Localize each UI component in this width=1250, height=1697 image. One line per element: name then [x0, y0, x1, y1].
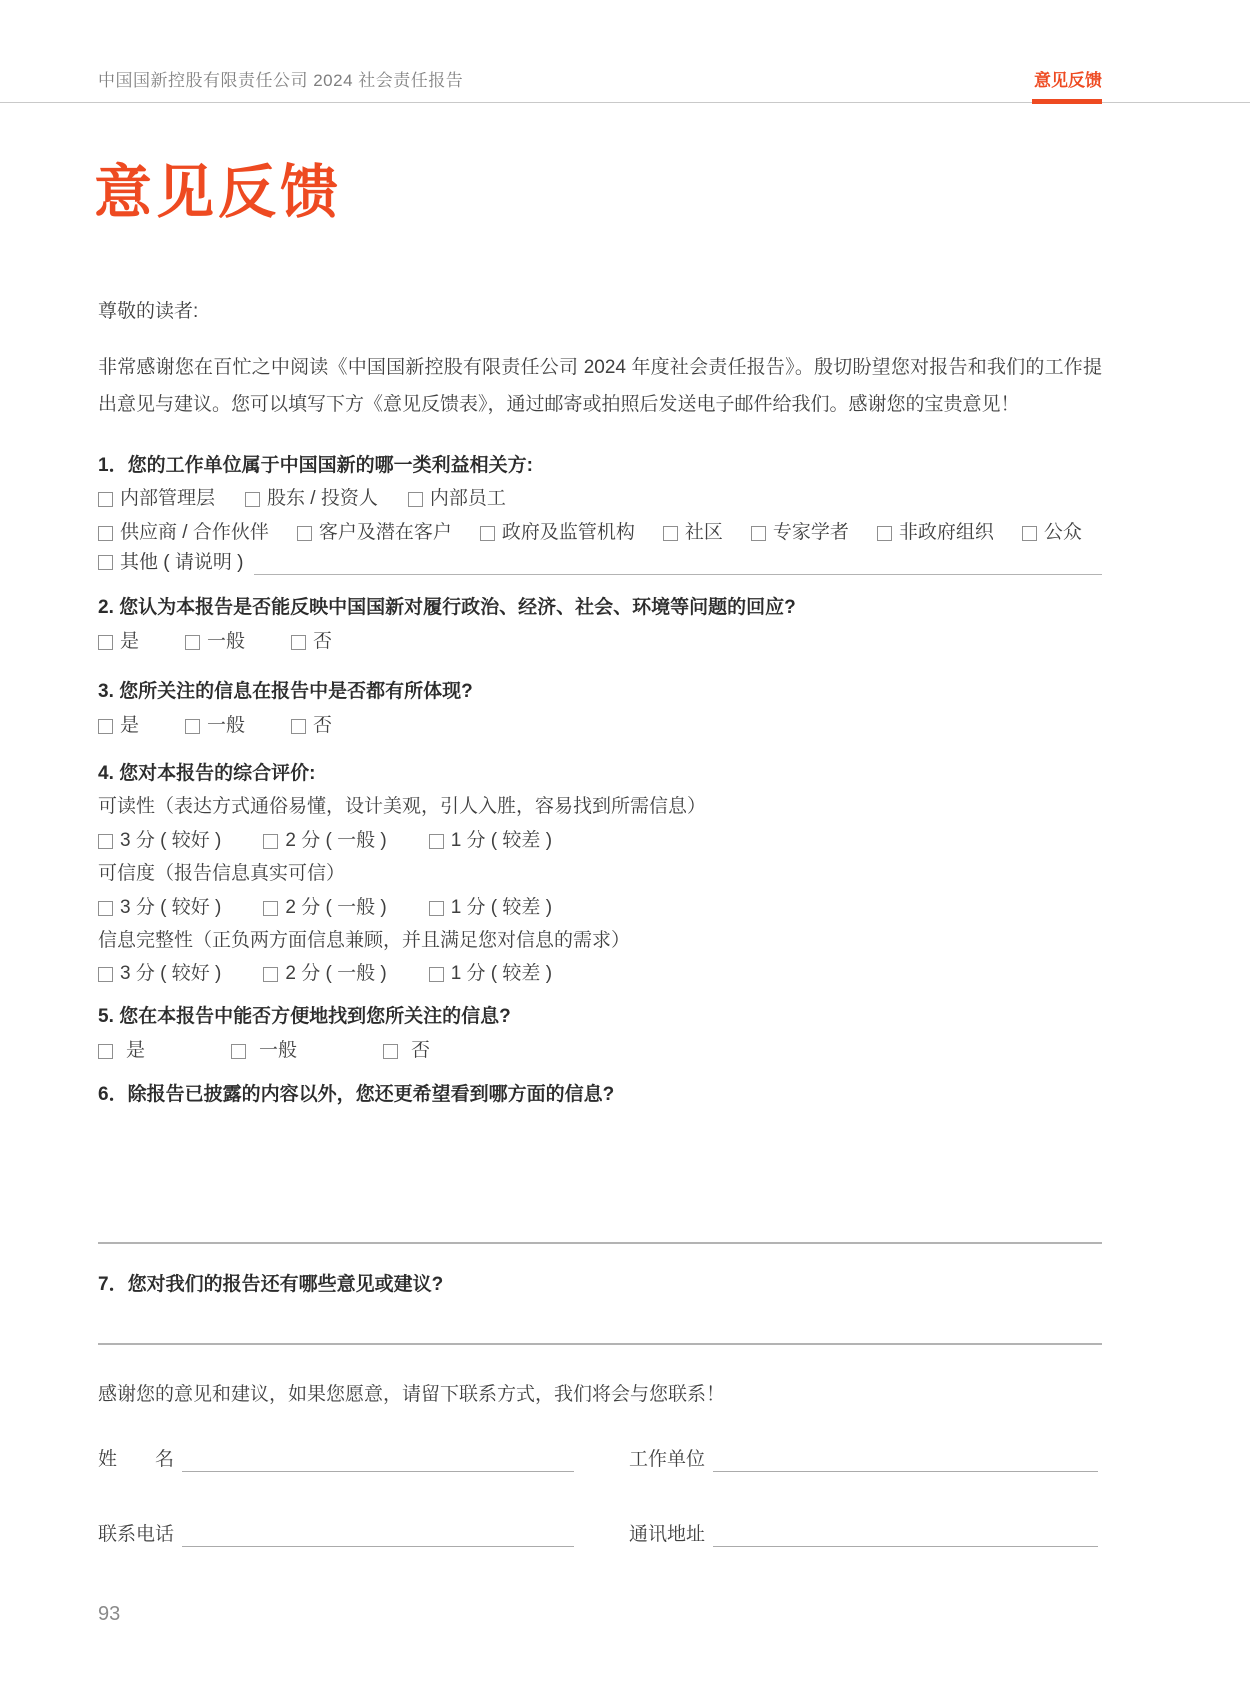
option-label: 政府及监管机构: [501, 522, 635, 543]
question-5-label: 5. 您在本报告中能否方便地找到您所关注的信息?: [98, 1006, 511, 1027]
checkbox-icon[interactable]: [429, 967, 444, 982]
checkbox-option[interactable]: [98, 826, 221, 856]
checkbox-option[interactable]: [291, 627, 332, 657]
checkbox-icon[interactable]: [98, 526, 113, 541]
checkbox-option[interactable]: [98, 484, 215, 514]
question-4-aspect-3: 信息完整性（正负两方面信息兼顾，并且满足您对信息的需求）: [98, 930, 631, 951]
salutation: 尊敬的读者:: [98, 301, 199, 322]
checkbox-option[interactable]: [98, 518, 269, 548]
option-label: 一般: [259, 1040, 298, 1061]
checkbox-icon[interactable]: [480, 526, 495, 541]
checkbox-icon[interactable]: [429, 901, 444, 916]
option-label: 是: [120, 631, 140, 652]
question-4-aspect-3-options: [98, 959, 1102, 989]
option-label: 1 分 ( 较差 ): [450, 830, 553, 851]
checkbox-option[interactable]: [429, 826, 552, 856]
page-title: 意见反馈: [94, 160, 343, 225]
option-label: 供应商 / 合作伙伴: [120, 522, 269, 543]
option-label: 股东 / 投资人: [267, 488, 378, 509]
checkbox-option[interactable]: [263, 826, 386, 856]
checkbox-option[interactable]: [429, 893, 552, 923]
checkbox-icon[interactable]: [98, 901, 113, 916]
phone-input-line[interactable]: [182, 1542, 574, 1547]
question-6-label: 6．除报告已披露的内容以外，您还更希望看到哪方面的信息?: [98, 1084, 615, 1105]
option-label: 内部员工: [429, 488, 506, 509]
question-7-label: 7．您对我们的报告还有哪些意见或建议?: [98, 1274, 444, 1295]
checkbox-option[interactable]: [383, 1036, 430, 1066]
contact-row-2: [98, 1523, 1102, 1547]
checkbox-icon[interactable]: [263, 967, 278, 982]
checkbox-icon[interactable]: [98, 635, 113, 650]
question-2-label: 2. 您认为本报告是否能反映中国国新对履行政治、经济、社会、环境等问题的回应?: [98, 597, 796, 618]
checkbox-icon[interactable]: [98, 555, 113, 570]
option-label: 一般: [207, 631, 246, 652]
checkbox-icon[interactable]: [245, 492, 260, 507]
checkbox-option[interactable]: [185, 627, 245, 657]
phone-label: 联系电话: [98, 1524, 175, 1545]
checkbox-option[interactable]: [98, 627, 139, 657]
checkbox-icon[interactable]: [185, 635, 200, 650]
question-7-answer-line[interactable]: [98, 1343, 1102, 1345]
question-5-options: [98, 1036, 1102, 1066]
phone-field: [98, 1523, 574, 1547]
checkbox-icon[interactable]: [98, 1044, 113, 1059]
address-label: 通讯地址: [629, 1524, 706, 1545]
checkbox-icon[interactable]: [263, 834, 278, 849]
checkbox-option[interactable]: [245, 484, 378, 514]
checkbox-icon[interactable]: [663, 526, 678, 541]
checkbox-icon[interactable]: [98, 719, 113, 734]
checkbox-option[interactable]: [877, 518, 994, 548]
address-field: [629, 1523, 1098, 1547]
question-1-options-row-1: [98, 484, 1102, 514]
page-number: 93: [98, 1603, 121, 1625]
checkbox-icon[interactable]: [185, 719, 200, 734]
checkbox-option[interactable]: [429, 959, 552, 989]
checkbox-option[interactable]: [297, 518, 452, 548]
checkbox-icon[interactable]: [263, 901, 278, 916]
question-1-other-row: [98, 551, 1102, 575]
option-label: 是: [120, 715, 140, 736]
question-3-options: [98, 711, 1102, 741]
option-label: 2 分 ( 一般 ): [285, 963, 387, 984]
question-4-aspect-1-options: [98, 826, 1102, 856]
question-2-options: [98, 627, 1102, 657]
question-3-label: 3. 您所关注的信息在报告中是否都有所体现?: [98, 681, 473, 702]
checkbox-icon[interactable]: [1022, 526, 1037, 541]
name-label: 姓 名: [98, 1449, 175, 1470]
thanks-note: 感谢您的意见和建议，如果您愿意，请留下联系方式，我们将会与您联系！: [98, 1384, 726, 1405]
checkbox-option[interactable]: [98, 711, 139, 741]
option-label: 否: [313, 715, 333, 736]
option-label: 3 分 ( 较好 ): [120, 963, 222, 984]
option-label: 非政府组织: [898, 522, 994, 543]
option-label: 一般: [207, 715, 246, 736]
checkbox-icon[interactable]: [98, 492, 113, 507]
checkbox-option[interactable]: [291, 711, 332, 741]
question-1-options-row-2: [98, 518, 1102, 548]
question-4-label: 4. 您对本报告的综合评价:: [98, 763, 316, 784]
question-4-aspect-2-options: [98, 893, 1102, 923]
option-label: 否: [411, 1040, 431, 1061]
name-field: [98, 1448, 574, 1472]
option-label: 公众: [1043, 522, 1082, 543]
work-unit-field: [629, 1448, 1098, 1472]
checkbox-option[interactable]: [663, 518, 723, 548]
checkbox-option[interactable]: [185, 711, 245, 741]
checkbox-option[interactable]: [98, 893, 221, 923]
option-label: 内部管理层: [120, 488, 216, 509]
checkbox-option[interactable]: [480, 518, 635, 548]
checkbox-icon[interactable]: [291, 719, 306, 734]
checkbox-option[interactable]: [98, 1036, 145, 1066]
checkbox-option[interactable]: [263, 893, 386, 923]
other-write-in-line[interactable]: [254, 570, 1103, 575]
checkbox-icon[interactable]: [231, 1044, 246, 1059]
address-input-line[interactable]: [713, 1542, 1098, 1547]
question-6-answer-line[interactable]: [98, 1242, 1102, 1244]
header-section-label: 意见反馈: [1034, 71, 1102, 90]
contact-row-1: [98, 1448, 1102, 1472]
checkbox-icon[interactable]: [291, 635, 306, 650]
work-unit-input-line[interactable]: [713, 1467, 1098, 1472]
option-label: 1 分 ( 较差 ): [450, 963, 553, 984]
checkbox-option[interactable]: [1022, 518, 1082, 548]
intro-paragraph: 非常感谢您在百忙之中阅读《中国国新控股有限责任公司 2024 年度社会责任报告》。殷切盼望您对报告和我们的工作提出意见与建议。您可以填写下方《意见反馈表》，通过邮寄或拍照后发送电子邮件给我们。感谢您的宝贵意见！: [98, 357, 1102, 415]
question-4-aspect-2: 可信度（报告信息真实可信）: [98, 863, 346, 884]
checkbox-option[interactable]: [231, 1036, 297, 1066]
header-report-title: 中国国新控股有限责任公司 2024 社会责任报告: [98, 71, 464, 90]
option-label: 3 分 ( 较好 ): [120, 830, 222, 851]
checkbox-icon[interactable]: [877, 526, 892, 541]
question-1-label: 1．您的工作单位属于中国国新的哪一类利益相关方:: [98, 455, 533, 476]
option-label: 社区: [684, 522, 723, 543]
checkbox-icon[interactable]: [751, 526, 766, 541]
checkbox-icon[interactable]: [297, 526, 312, 541]
checkbox-icon[interactable]: [408, 492, 423, 507]
option-label: 2 分 ( 一般 ): [285, 830, 387, 851]
option-label: 否: [313, 631, 333, 652]
option-label: 2 分 ( 一般 ): [285, 897, 387, 918]
checkbox-icon[interactable]: [383, 1044, 398, 1059]
option-label: 1 分 ( 较差 ): [450, 897, 553, 918]
option-label: 是: [126, 1040, 146, 1061]
question-4-aspect-1: 可读性（表达方式通俗易懂，设计美观，引人入胜，容易找到所需信息）: [98, 796, 707, 817]
checkbox-option[interactable]: [751, 518, 849, 548]
checkbox-option[interactable]: [98, 959, 221, 989]
checkbox-option[interactable]: [408, 484, 506, 514]
option-label: 客户及潜在客户: [318, 522, 452, 543]
checkbox-icon[interactable]: [98, 834, 113, 849]
header-accent-bar: [1032, 99, 1102, 104]
name-input-line[interactable]: [182, 1467, 574, 1472]
checkbox-icon[interactable]: [429, 834, 444, 849]
work-unit-label: 工作单位: [629, 1449, 706, 1470]
checkbox-option[interactable]: [263, 959, 386, 989]
option-label: 3 分 ( 较好 ): [120, 897, 222, 918]
other-option-label: 其他 ( 请说明 ): [120, 552, 244, 573]
checkbox-icon[interactable]: [98, 967, 113, 982]
option-label: 专家学者: [772, 522, 849, 543]
